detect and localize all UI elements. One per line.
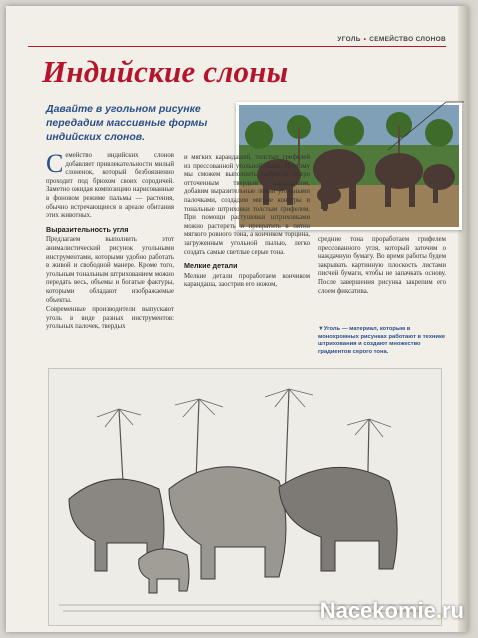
- paragraph: Мелкие детали проработаем кончиком карандаша, заострив его ножом,: [184, 272, 310, 289]
- text-column-2: [184, 154, 310, 291]
- text-column-3: [318, 236, 446, 297]
- running-head-chapter: СЕМЕЙСТВО СЛОНОВ: [369, 36, 446, 43]
- header-rule: [28, 46, 446, 47]
- charcoal-elephants-drawing-icon: [49, 369, 441, 625]
- dropcap: С: [46, 149, 64, 178]
- paragraph: Современные производители выпускают уголь в виде разных инструментов: угольных палочек, твердых: [46, 306, 174, 331]
- intro-paragraph: Семейство индийских слонов добавляет привлекательности милый слоненок, который безбоязненно проходит под брюхом своих сородичей. Заметно ожидая композицию нарисованные в фоновом режиме пальмы — растения, обычно встречающиеся в ареале обитания этих животных.: [46, 149, 174, 220]
- charcoal-drawing: [48, 368, 442, 626]
- page-title: Индийские слоны: [42, 54, 289, 89]
- text-column-1: [46, 149, 174, 333]
- magazine-page: [6, 6, 468, 632]
- section-heading-expressiveness: Выразительность угля: [46, 224, 129, 234]
- running-head: [337, 36, 446, 43]
- callout-line: [386, 92, 466, 152]
- paragraph: средние тона проработаем грифелем прессованного угля, который заточим о наждачную бумагу. Во время работы будем закрывать картинную плоскость листами писчей бумаги, чтобы не запачкать основу. После завершения рисунка закрепим его слоем фиксатива.: [318, 236, 446, 295]
- paragraph: Предлагаем выполнить этот анималистический рисунок угольными инструментами, которыми удобно работать в живой и свободной манере. Кроме того, угольным тональным штрихованием можно передать весь, объемы и богатые фактуры, которыми обладают изображаемые объекты.: [46, 236, 174, 304]
- paragraph: и мягких карандашей, толстых грифелей из прессованной угольной пыли. Поэтому мы сможем выполнить набросок остро отточенным твердым карандашом, добавим выразительные линии угольными палочками, создадим мягкие контуры и тональные штриховки толстым грифелем. При помощи растушевки штриховками можно растереть и превратить в пятно мягкого ровного тона, а кончиком торцина, загруженным угольной пылью, легко создать самые светлые серые тона.: [184, 154, 310, 256]
- running-head-section: УГОЛЬ: [337, 36, 361, 43]
- running-head-separator: •: [363, 36, 367, 43]
- watermark: Nacekomie.ru: [319, 598, 464, 623]
- lead-paragraph: Давайте в угольном рисунке передадим массивные формы индийских слонов.: [46, 103, 208, 143]
- photo-caption: ▼Уголь — материал, которым в монохромных рисунках работают в технике штрихования и создают множество градиентов серого тона.: [318, 326, 446, 355]
- section-heading-small-details: Мелкие детали: [184, 261, 238, 271]
